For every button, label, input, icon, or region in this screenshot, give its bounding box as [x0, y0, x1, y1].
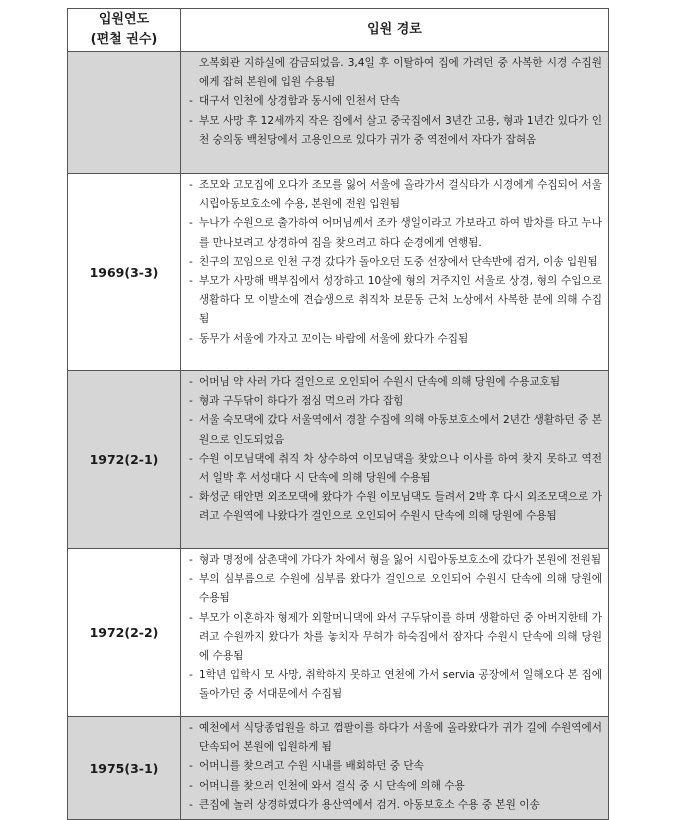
- route-cell: [181, 549, 609, 717]
- table-header-row: [68, 9, 609, 52]
- list-item: - 형과 명정에 삼촌댁에 가다가 차에서 형을 잃어 시립아동보호소에 갔다가 본원에 전원됨: [189, 551, 602, 570]
- list-item: - 부의 심부름으로 수원에 심부름 왔다가 걸인으로 오인되어 수원시 단속에 의해 당원에 수용됨: [189, 570, 602, 608]
- list-item: - 1학년 입학시 모 사망, 취학하지 못하고 연천에 가서 servia 공장에서 일해오다 본 집에 돌아가던 중 서대문에서 수집됨: [189, 666, 602, 704]
- route-column-header: 입원 경로: [181, 9, 609, 52]
- list-item: - 동무가 서울에 가자고 꼬이는 바람에 서울에 왔다가 수집됨: [189, 330, 602, 349]
- list-item-text: 동무가 서울에 가자고 꼬이는 바람에 서울에 왔다가 수집됨: [199, 332, 469, 345]
- list-item-text: 1학년 입학시 모 사망, 취학하지 못하고 연천에 가서 servia 공장에서 일해오다 본 집에 돌아가던 중 서대문에서 수집됨: [199, 669, 602, 701]
- list-item-text: 서울 숙모댁에 갔다 서울역에서 경찰 수집에 의해 아동보호소에서 2년간 생활하던 중 본원으로 인도되었음: [199, 414, 602, 446]
- list-item: [189, 54, 602, 92]
- route-cell: [181, 174, 609, 371]
- list-item-text: 어머님 약 사러 가다 걸인으로 오인되어 수원시 단속에 의해 당원에 수용교호됨: [199, 376, 561, 388]
- route-cell: [181, 717, 609, 820]
- list-item-text: 어머니를 찾으러 인천에 와서 걸식 중 시 단속에 의해 수용: [199, 779, 465, 792]
- route-cell: [181, 371, 609, 549]
- list-item: - 화성군 태안면 외조모댁에 왔다가 수원 이모님댁도 들려서 2박 후 다시 외조모댁으로 가려고 수원역에 나왔다가 걸인으로 오인되어 수원시 단속에 의해 당원에 수용됨: [189, 488, 602, 526]
- year-cell: [68, 52, 181, 174]
- list-item: - 어머니를 찾으러 인천에 와서 걸식 중 시 단속에 의해 수용: [189, 777, 602, 796]
- list-item-text: 화성군 태안면 외조모댁에 왔다가 수원 이모님댁도 들려서 2박 후 다시 외조모댁으로 가려고 수원역에 나왔다가 걸인으로 오인되어 수원시 단속에 의해 당원에 수용됨: [199, 491, 602, 523]
- list-item: - 어머님 약 사러 가다 걸인으로 오인되어 수원시 단속에 의해 당원에 수용교호됨: [189, 373, 602, 392]
- list-item-text: 누나가 수원으로 출가하여 어머님께서 조카 생일이라고 가보라고 하여 밤차를 타고 누나를 만나보려고 상경하여 집을 찾으려고 하다 순경에게 연행됨.: [199, 217, 602, 249]
- list-item: - 수원 이모님댁에 취직 차 상수하여 이모님댁을 찾았으나 이사를 하여 찾지 못하고 역전서 일박 후 서성대다 시 단속에 의해 당원에 수용됨: [189, 450, 602, 488]
- list-item-text: 친구의 꼬임으로 인천 구경 갔다가 돌아오던 도중 선장에서 단속반에 검거, 이송 입원됨: [199, 255, 598, 268]
- list-item: - 어머니를 찾으려고 수원 시내를 배회하던 중 단속: [189, 757, 602, 776]
- list-item-text: 오복회관 지하실에 감금되었음. 3,4일 후 이탈하여 집에 가려던 중 사복한 시경 수집원에게 잡혀 본원에 입원 수용됨: [199, 57, 602, 89]
- list-item-text: 형과 구두닦이 하다가 점심 먹으러 가다 잡힘: [199, 395, 404, 408]
- table-row: [68, 549, 609, 717]
- list-item-text: 형과 명정에 삼촌댁에 가다가 차에서 형을 잃어 시립아동보호소에 갔다가 본원에 전원됨: [199, 554, 602, 566]
- list-item-text: 큰집에 놀러 상경하였다가 용산역에서 검거. 아동보호소 수용 중 본원 이송: [199, 798, 540, 811]
- list-item: - 부모가 사망해 백부집에서 성장하고 10살에 형의 거주지인 서울로 상경, 형의 수입으로 생활하다 모 이발소에 견습생으로 취직차 보문동 근처 노상에서 사복한 분에 의해 수집됨: [189, 272, 602, 330]
- list-item-text: 조모와 고모집에 오다가 조모를 잃어 서울에 올라가서 걸식타가 시경에게 수집되어 서울시립아동보호소에 수용, 본원에 전원 입원됨: [199, 179, 602, 211]
- list-item: - 조모와 고모집에 오다가 조모를 잃어 서울에 올라가서 걸식타가 시경에게 수집되어 서울시립아동보호소에 수용, 본원에 전원 입원됨: [189, 176, 602, 214]
- list-item-text: 수원 이모님댁에 취직 차 상수하여 이모님댁을 찾았으나 이사를 하여 찾지 못하고 역전서 일박 후 서성대다 시 단속에 의해 당원에 수용됨: [199, 452, 602, 485]
- list-item-text: 부모가 이혼하자 형제가 외할머니댁에 와서 구두닦이를 하며 생활하던 중 아버지한테 가려고 수원까지 왔다가 차를 놓치자 무허가 하숙집에서 잠자다 수원시 단속에 의해 당원에 수용됨: [199, 611, 602, 663]
- admission-records-table: [67, 8, 609, 820]
- list-item: - 누나가 수원으로 출가하여 어머님께서 조카 생일이라고 가보라고 하여 밤차를 타고 누나를 만나보려고 상경하여 집을 찾으려고 하다 순경에게 연행됨.: [189, 214, 602, 252]
- list-item: - 부모가 이혼하자 형제가 외할머니댁에 와서 구두닦이를 하며 생활하던 중 아버지한테 가려고 수원까지 왔다가 차를 놓치자 무허가 하숙집에서 잠자다 수원시 단속에 의해 당원에 수용됨: [189, 609, 602, 667]
- list-item: - 대구서 인천에 상경함과 동시에 인천서 단속: [189, 92, 602, 111]
- year-cell: 1969(3-3): [68, 174, 181, 371]
- list-item: - 친구의 꼬임으로 인천 구경 갔다가 돌아오던 도중 선장에서 단속반에 검거, 이송 입원됨: [189, 253, 602, 272]
- list-item-text: 부모가 사망해 백부집에서 성장하고 10살에 형의 거주지인 서울로 상경, 형의 수입으로 생활하다 모 이발소에 견습생으로 취직차 보문동 근처 노상에서 사복한 분에 의해 수집됨: [199, 275, 602, 326]
- list-item: - 형과 구두닦이 하다가 점심 먹으러 가다 잡힘: [189, 392, 602, 411]
- list-item: - 큰집에 놀러 상경하였다가 용산역에서 검거. 아동보호소 수용 중 본원 이송: [189, 796, 602, 815]
- list-item-text: 어머니를 찾으려고 수원 시내를 배회하던 중 단속: [199, 760, 424, 773]
- list-item-text: 부모 사망 후 12세까지 작은 집에서 살고 중국집에서 3년간 고용, 형과 1년간 있다가 인천 숭의동 백천당에서 고용인으로 있다가 귀가 중 역전에서 자다가 잡혀옴: [199, 114, 602, 146]
- year-cell: 1972(2-1): [68, 371, 181, 549]
- year-cell: 1975(3-1): [68, 717, 181, 820]
- year-cell: 1972(2-2): [68, 549, 181, 717]
- list-item: - 부모 사망 후 12세까지 작은 집에서 살고 중국집에서 3년간 고용, 형과 1년간 있다가 인천 숭의동 백천당에서 고용인으로 있다가 귀가 중 역전에서 자다가 잡혀옴: [189, 112, 602, 150]
- list-item-text: 부의 심부름으로 수원에 심부름 왔다가 걸인으로 오인되어 수원시 단속에 의해 당원에 수용됨: [199, 573, 602, 605]
- year-column-header-line2: (편철 권수): [90, 32, 158, 47]
- route-cell: [181, 52, 609, 174]
- list-item-text: 대구서 인천에 상경함과 동시에 인천서 단속: [199, 95, 401, 108]
- year-column-header: [68, 9, 181, 52]
- table-row: [68, 174, 609, 371]
- table-row: [68, 371, 609, 549]
- list-item: - 서울 숙모댁에 갔다 서울역에서 경찰 수집에 의해 아동보호소에서 2년간 생활하던 중 본원으로 인도되었음: [189, 411, 602, 449]
- year-column-header-line1: 입원연도: [98, 12, 150, 27]
- list-item-text: 예천에서 식당종업원을 하고 껌팔이를 하다가 서울에 올라왔다가 귀가 길에 수원역에서 단속되어 본원에 입원하게 됨: [199, 722, 602, 754]
- list-item: - 예천에서 식당종업원을 하고 껌팔이를 하다가 서울에 올라왔다가 귀가 길에 수원역에서 단속되어 본원에 입원하게 됨: [189, 719, 602, 757]
- table-row: [68, 717, 609, 820]
- table-row: [68, 52, 609, 174]
